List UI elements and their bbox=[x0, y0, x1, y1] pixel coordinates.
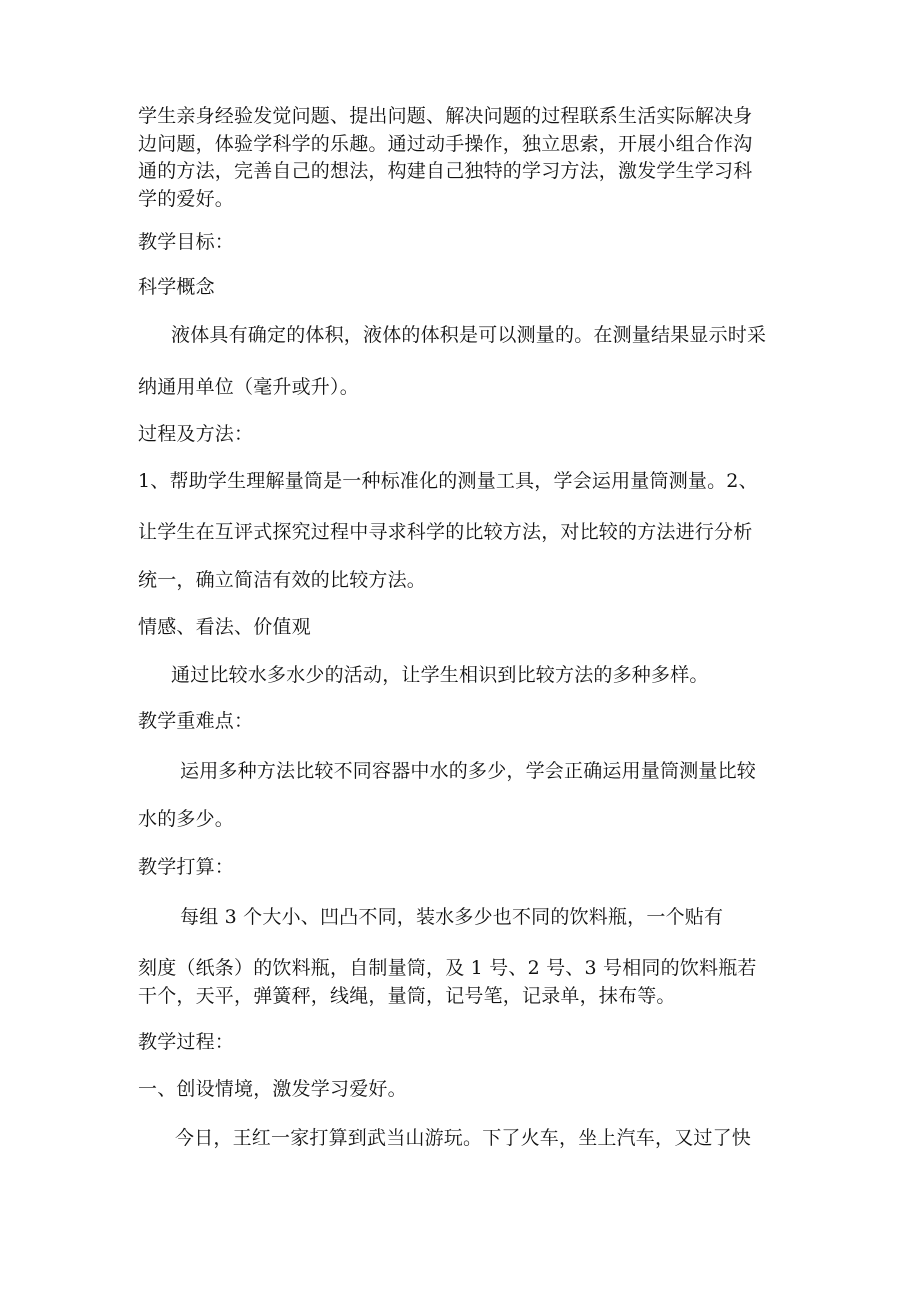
section-one-title: 一、创设情境，激发学习爱好。 bbox=[138, 1078, 407, 1100]
heading-science-concept: 科学概念 bbox=[138, 276, 215, 298]
intro-line-3: 通的方法，完善自己的想法，构建自己独特的学习方法，激发学生学习科 bbox=[138, 160, 753, 182]
prep-line-1: 每组 3 个大小、凹凸不同，装水多少也不同的饮料瓶，一个贴有 bbox=[180, 906, 724, 928]
keypoints-line-2: 水的多少。 bbox=[138, 808, 235, 830]
concept-line-1: 液体具有确定的体积，液体的体积是可以测量的。在测量结果显示时采 bbox=[171, 324, 767, 346]
heading-emotion-values: 情感、看法、价值观 bbox=[138, 616, 311, 638]
process-line-2: 让学生在互评式探究过程中寻求科学的比较方法，对比较的方法进行分析 bbox=[138, 521, 753, 543]
prep-line-2: 刻度（纸条）的饮料瓶，自制量筒，及 1 号、2 号、3 号相同的饮料瓶若 bbox=[138, 957, 757, 979]
heading-preparation: 教学打算： bbox=[138, 856, 235, 878]
prep-line-3: 干个，天平，弹簧秤，线绳，量筒，记号笔，记录单，抹布等。 bbox=[138, 985, 676, 1007]
intro-line-4: 学的爱好。 bbox=[138, 188, 235, 210]
heading-key-points: 教学重难点： bbox=[138, 710, 254, 732]
heading-procedure: 教学过程： bbox=[138, 1031, 235, 1053]
process-line-1: 1、帮助学生理解量筒是一种标准化的测量工具，学会运用量筒测量。2、 bbox=[138, 470, 758, 492]
story-line: 今日，王红一家打算到武当山游玩。下了火车，坐上汽车，又过了快 bbox=[175, 1127, 752, 1149]
intro-line-1: 学生亲身经验发觉问题、提出问题、解决问题的过程联系生活实际解决身 bbox=[138, 105, 753, 127]
emotion-line: 通过比较水多水少的活动，让学生相识到比较方法的多种多样。 bbox=[171, 664, 709, 686]
heading-process-method: 过程及方法： bbox=[138, 423, 254, 445]
keypoints-line-1: 运用多种方法比较不同容器中水的多少，学会正确运用量筒测量比较 bbox=[180, 760, 757, 782]
process-line-3: 统一，确立简洁有效的比较方法。 bbox=[138, 569, 427, 591]
intro-line-2: 边问题，体验学科学的乐趣。通过动手操作，独立思索，开展小组合作沟 bbox=[138, 133, 753, 155]
heading-teaching-goals: 教学目标： bbox=[138, 231, 235, 253]
concept-line-2: 纳通用单位（毫升或升）。 bbox=[138, 376, 359, 398]
